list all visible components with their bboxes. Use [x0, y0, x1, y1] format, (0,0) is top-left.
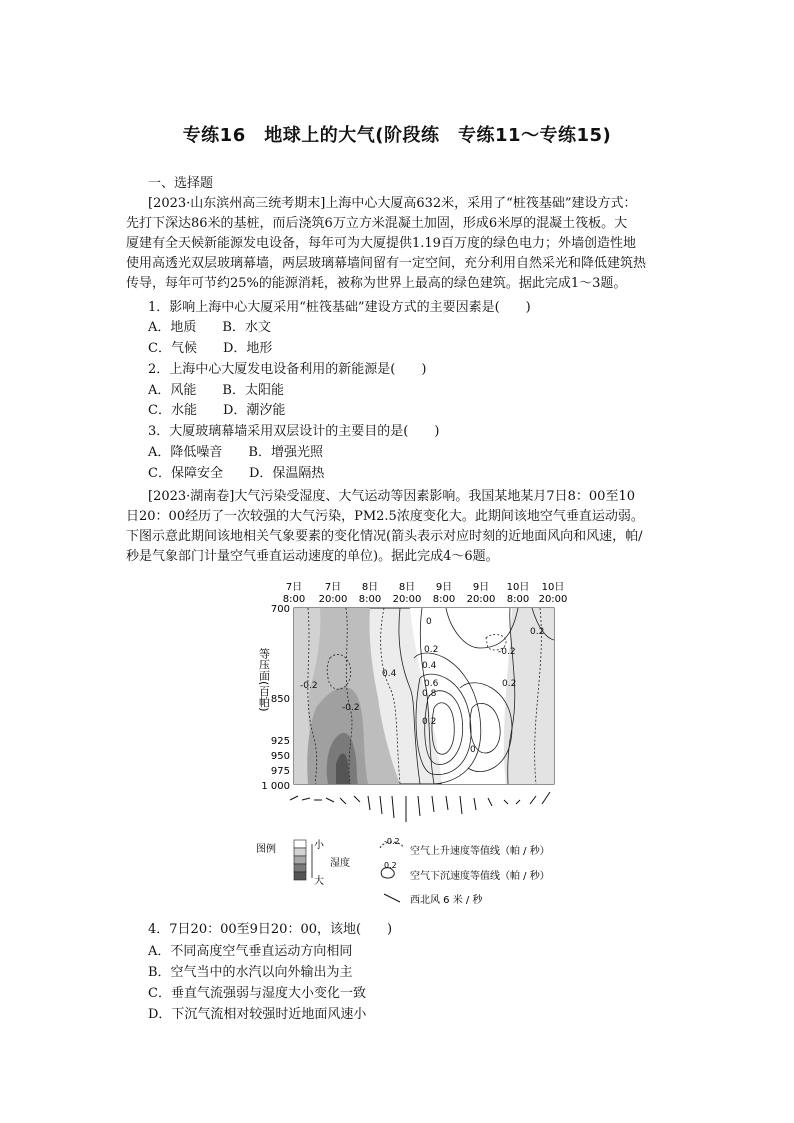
time-day-label: 8日 — [398, 582, 416, 593]
contour-label: 0.4 — [382, 669, 397, 679]
legend-up: 空气上升速度等值线（帕 / 秒） — [410, 846, 550, 857]
contour-label: 0.2 — [502, 679, 517, 689]
page-title: 专练16 地球上的大气(阶段练 专练11～专练15) — [182, 125, 612, 146]
time-hour-label: 8:00 — [432, 594, 456, 605]
wind-arrow-icon — [384, 894, 400, 902]
question-3-options-row: A．降低噪音 B．增强光照 — [148, 445, 323, 460]
contour-label: -0.2 — [342, 703, 360, 713]
question-2-options-row: A．风能 B．太阳能 — [148, 383, 284, 398]
pressure-tick: 700 — [270, 604, 290, 615]
legend-humidity: 湿度 — [330, 858, 350, 869]
pressure-tick: 1 000 — [261, 781, 290, 792]
time-day-label: 10日 — [506, 582, 530, 593]
passage2-line: 秒是气象部门计量空气垂直运动速度的单位)。据此完成4～6题。 — [126, 549, 499, 564]
question-4-option: B．空气当中的水汽以向外输出为主 — [148, 965, 353, 980]
time-hour-label: 20:00 — [538, 594, 568, 605]
contour-label: -0.2 — [300, 681, 318, 691]
question-4-stem: 4．7日20：00至9日20：00，该地( ) — [148, 922, 393, 937]
legend-wind: 西北风 6 米 / 秒 — [410, 895, 483, 906]
contour-label: 0 — [470, 745, 476, 755]
pressure-tick: 975 — [270, 766, 290, 777]
contour-label: 0.2 — [424, 645, 439, 655]
contour-label: 0.6 — [424, 679, 439, 689]
question-3-stem: 3．大厦玻璃幕墙采用双层设计的主要目的是( ) — [148, 424, 440, 439]
humidity-zone-light-east — [504, 608, 554, 784]
contour-label: 0.2 — [530, 627, 545, 637]
time-hour-label: 20:00 — [392, 594, 422, 605]
time-hour-label: 20:00 — [318, 594, 348, 605]
legend-title: 图例 — [256, 844, 276, 855]
pressure-tick: 950 — [270, 751, 290, 762]
passage2-line: 下图示意此期间该地相关气象要素的变化情况(箭头表示对应时刻的近地面风向和风速，帕/ — [126, 529, 643, 544]
passage2-line: 日20：00经历了一次较强的大气污染，PM2.5浓度变化大。此期间该地空气垂直运动弱。 — [126, 509, 644, 524]
time-day-label: 7日 — [324, 582, 342, 593]
passage1-line: 传导，每年可节约25%的能源消耗，被称为世界上最高的绿色建筑。据此完成1～3题。 — [126, 276, 627, 291]
question-2-options-row: C．水能 D．潮汐能 — [148, 403, 286, 418]
question-1-stem: 1．影响上海中心大厦采用“桩筏基础”建设方式的主要因素是( ) — [148, 300, 531, 315]
pressure-axis-title: 等压面(百帕) — [257, 648, 271, 712]
time-day-label: 7日 — [285, 582, 303, 593]
pressure-tick: 850 — [270, 694, 290, 705]
passage1-line: 使用高透光双层玻璃幕墙，两层玻璃幕墙间留有一定空间，充分利用自然采光和降低建筑热 — [126, 256, 647, 271]
passage1-line: 先打下深达86米的基桩，而后浇筑6万立方米混凝土加固，形成6米厚的混凝土筏板。大 — [126, 216, 628, 231]
question-1-options-row: A．地质 B．水文 — [148, 320, 271, 335]
time-day-label: 9日 — [472, 582, 490, 593]
time-axis — [283, 581, 568, 605]
time-hour-label: 8:00 — [358, 594, 382, 605]
vertical-motion-chart — [250, 578, 580, 908]
pressure-tick: 925 — [270, 736, 290, 747]
legend-large: 大 — [314, 876, 324, 887]
contour-label: 0.2 — [422, 717, 437, 727]
time-hour-label: 8:00 — [506, 594, 530, 605]
humidity-swatch — [294, 848, 306, 856]
contour-label: 0 — [426, 617, 432, 627]
question-2-stem: 2．上海中心大厦发电设备利用的新能源是( ) — [148, 362, 427, 377]
legend-up-value: -0.2 — [384, 837, 400, 846]
humidity-swatch — [294, 856, 306, 864]
time-day-label: 10日 — [541, 582, 565, 593]
time-day-label: 8日 — [361, 582, 379, 593]
wind-arrows — [290, 792, 550, 822]
legend-down-value: 0.2 — [384, 861, 397, 870]
contour-label: -0.2 — [498, 647, 516, 657]
passage1-line: [2023·山东滨州高三统考期末]上海中心大厦高632米，采用了“桩筏基础”建设方式： — [148, 196, 637, 211]
question-4-option: C．垂直气流强弱与湿度大小变化一致 — [148, 986, 366, 1001]
question-4-option: A．不同高度空气垂直运动方向相同 — [148, 944, 353, 959]
chart-legend — [256, 837, 550, 906]
section-heading: 一、选择题 — [148, 176, 214, 191]
legend-down: 空气下沉速度等值线（帕 / 秒） — [410, 871, 550, 882]
question-4-option: D．下沉气流相对较强时近地面风速小 — [148, 1007, 367, 1022]
time-hour-label: 20:00 — [466, 594, 496, 605]
question-1-options-row: C．气候 D．地形 — [148, 341, 273, 356]
plot-area — [294, 608, 554, 784]
passage1-line: 厦建有全天候新能源发电设备，每年可为大厦提供1.19百万度的绿色电力；外墙创造性地 — [126, 236, 636, 251]
humidity-swatch — [294, 872, 306, 880]
contour-label: 0.8 — [422, 689, 437, 699]
contour-label: 0.4 — [422, 661, 437, 671]
time-hour-label: 8:00 — [282, 594, 306, 605]
question-3-options-row: C．保障安全 D．保温隔热 — [148, 466, 325, 481]
time-day-label: 9日 — [435, 582, 453, 593]
passage2-line: [2023·湖南卷]大气污染受湿度、大气运动等因素影响。我国某地某月7日8：00至10 — [148, 489, 635, 504]
humidity-swatch — [294, 864, 306, 872]
humidity-swatch — [294, 840, 306, 848]
legend-small: 小 — [314, 840, 324, 851]
